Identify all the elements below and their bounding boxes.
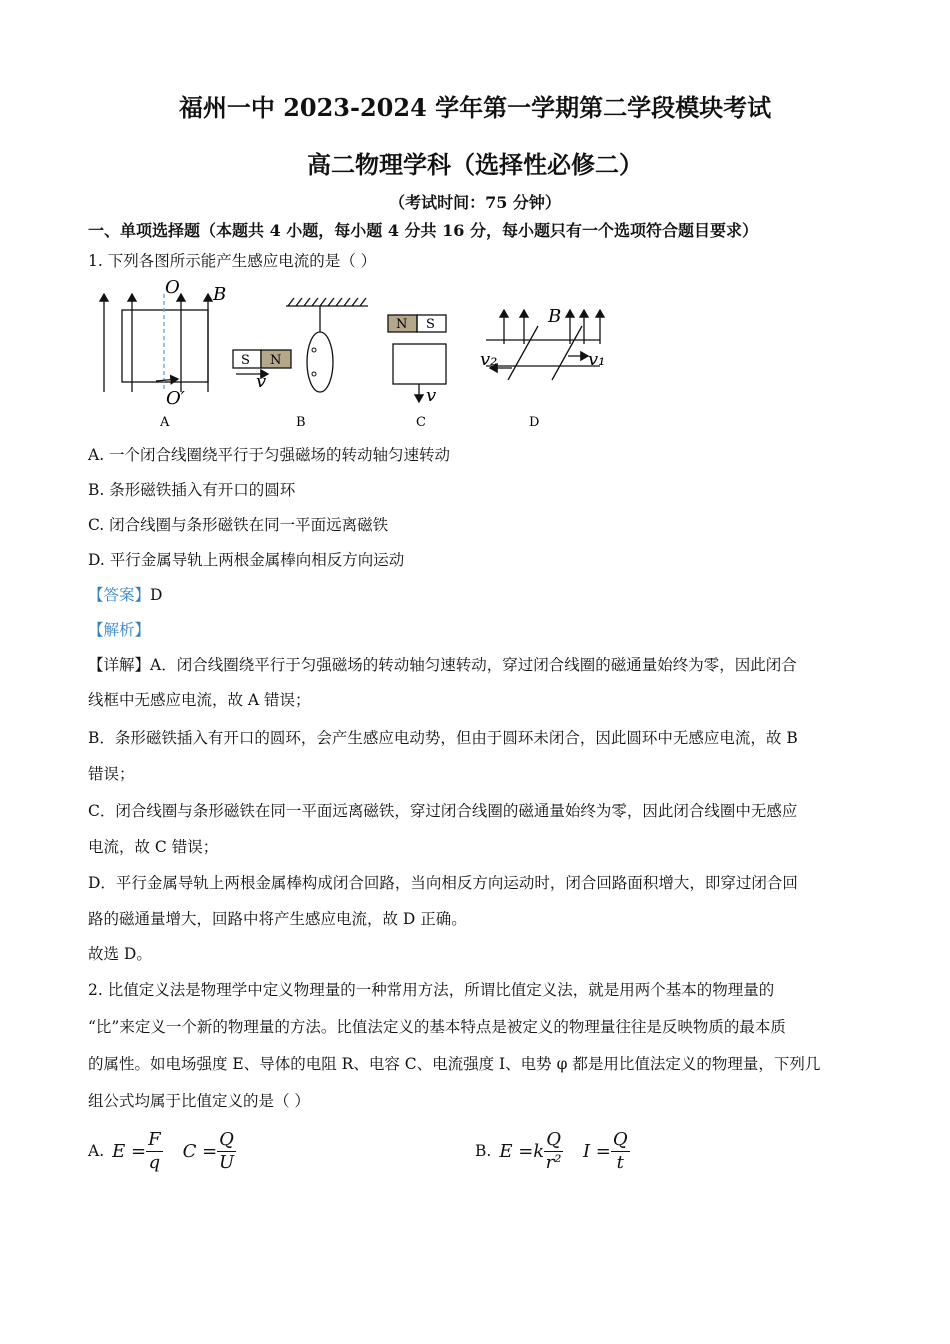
fig-label-c: C [416,415,426,430]
detail-line-7: D．平行金属导轨上两根金属棒构成闭合回路，当向相反方向运动时，闭合回路面积增大，即穿过闭合回 [88,874,798,892]
q2-b-f2-lhs: I = [582,1140,611,1162]
detail-line-9: 故选 D。 [88,945,152,963]
q1-option-d: D. 平行金属导轨上两根金属棒向相反方向运动 [88,551,405,569]
fig-a-b: B [213,284,227,305]
detail-line-1: 【详解】A．闭合线圈绕平行于匀强磁场的转动轴匀速转动，穿过闭合线圈的磁通量始终为零，因此闭合 [88,656,797,674]
fig-c-n: N [396,317,408,332]
q1-answer [88,585,162,605]
q1-option-a: A. 一个闭合线圈绕平行于匀强磁场的转动轴匀速转动 [88,446,451,464]
fig-b-s: S [241,353,250,368]
detail-line-2: 线框中无感应电流，故 A 错误； [88,691,311,709]
q2-b-f2-frac [611,1129,630,1174]
q2-a-f2-den: U [218,1151,235,1173]
q2-stem-line-4: 组公式均属于比值定义的是（ ） [88,1092,310,1110]
exam-title: 福州一中 2023-2024 学年第一学期第二学段模块考试 [178,93,772,122]
q2-b-f2-den: t [616,1151,624,1173]
q2-stem-line-2: “比”来定义一个新的物理量的方法。比值法定义的基本特点是被定义的物理量往往是反映物质的最本质 [88,1018,786,1036]
detail-line-3: B．条形磁铁插入有开口的圆环，会产生感应电动势，但由于圆环未闭合，因此圆环中无感应电流，故 B [88,729,798,747]
q2-a-f1-lhs: E = [112,1140,147,1162]
fig-c-v: v [426,385,437,406]
fig-c-s: S [426,317,435,332]
q2-b-f1-frac [544,1129,563,1174]
section-heading: 一、单项选择题（本题共 4 小题，每小题 4 分共 16 分，每小题只有一个选项符合题目要求） [88,221,758,240]
fig-d-v1: v₁ [588,349,606,370]
fig-a-o-prime: O′ [166,388,185,409]
question-1-figure [88,280,628,430]
fig-label-d: D [529,415,540,430]
q2-option-b [475,1124,630,1178]
fig-d-b: B [548,306,562,327]
detail-line-8: 路的磁通量增大，回路中将产生感应电流，故 D 正确。 [88,910,467,928]
q2-stem-line-3: 的属性。如电场强度 E、导体的电阻 R、电容 C、电流强度 I、电势 φ 都是用比值法定义的物理量，下列几 [88,1055,821,1073]
question-1-stem: 1. 下列各图所示能产生感应电流的是（ ） [88,252,377,270]
q1-option-c: C. 闭合线圈与条形磁铁在同一平面远离磁铁 [88,516,389,534]
detail-line-4: 错误； [88,765,135,783]
q2-a-f2-num: Q [219,1128,234,1150]
q2-a-f1-num: F [148,1128,161,1150]
q2-option-b-label: B. [475,1142,492,1160]
figure-b [233,298,368,392]
q2-a-f2-lhs: C = [182,1140,218,1162]
fig-label-b: B [296,415,306,430]
q2-b-f1-den: r² [545,1151,562,1173]
q1-option-b: B. 条形磁铁插入有开口的圆环 [88,481,296,499]
q2-option-a [88,1124,236,1178]
fig-label-a: A [160,415,170,430]
q2-b-f2-num: Q [612,1128,628,1150]
figure-a [104,294,208,392]
q2-a-f1-den: q [148,1151,161,1173]
fig-b-v: v [256,371,267,392]
fig-b-n: N [270,353,282,368]
q2-option-a-label: A. [88,1142,105,1160]
q2-b-f1-num: Q [546,1128,561,1150]
q2-a-f1-frac [146,1129,163,1174]
q2-a-f2-frac [217,1129,236,1174]
fig-d-v2: v₂ [480,349,498,370]
fig-a-o: O [165,280,180,298]
exam-time: （考试时间：75 分钟） [389,193,561,212]
q2-stem-line-1: 2. 比值定义法是物理学中定义物理量的一种常用方法，所谓比值定义法，就是用两个基本的物理量的 [88,981,775,999]
detail-line-5: C．闭合线圈与条形磁铁在同一平面远离磁铁，穿过闭合线圈的磁通量始终为零，因此闭合线圈中无感应 [88,802,798,820]
figure-d [486,310,600,380]
q2-b-f1-lhs: E =k [499,1140,545,1162]
answer-tag: 【答案】 [88,586,151,604]
analysis-tag: 【解析】 [88,621,151,639]
detail-line-6: 电流，故 C 错误； [88,838,219,856]
answer-value: D [150,586,163,604]
exam-subtitle: 高二物理学科（选择性必修二） [307,150,643,179]
